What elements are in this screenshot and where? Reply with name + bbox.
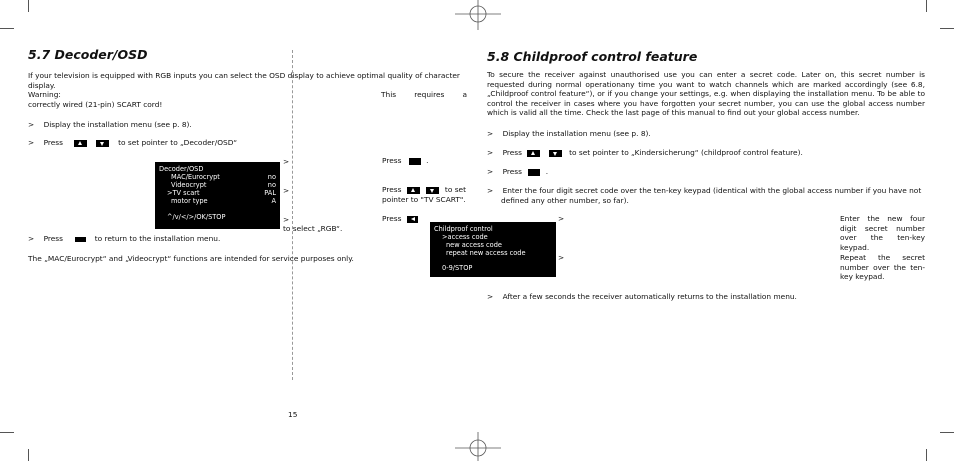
step-text: After a few seconds the receiver automatically returns to the installation menu. (502, 292, 797, 301)
crop-mark (28, 449, 29, 461)
cp-step-display-menu (487, 129, 651, 139)
step-text: Enter the four digit secret code over the ten-key keypad (identical with the global access number if you have not (502, 186, 922, 195)
side-press-arrows (382, 185, 466, 204)
service-note: The „MAC/Eurocrypt“ and „Videocrypt“ functions are intended for service purposes only. (28, 254, 354, 263)
side-bullet: > (558, 253, 565, 262)
select-rgb-text: to select „RGB“. (283, 224, 343, 233)
osd-decoder-menu (155, 162, 280, 229)
side-repeat-number (840, 253, 925, 282)
side-line: Repeat the secret (840, 253, 925, 262)
crop-mark (940, 28, 954, 29)
bullet: > (28, 138, 35, 147)
ok-key-icon (528, 169, 540, 176)
bullet: > (28, 234, 35, 243)
osd-row-label: MAC/Eurocrypt (171, 173, 220, 181)
side-press-ok (382, 156, 429, 166)
pointer-tv-scart-text: pointer to "TV SCART". (382, 194, 466, 204)
press-label: Press (382, 156, 402, 165)
osd-row-value: no (267, 181, 276, 189)
step-text: Display the installation menu (see p. 8). (502, 129, 651, 138)
intro-line-1: If your television is equipped with RGB inputs you can select the OSD display to achieve optimal quality of character (28, 71, 460, 80)
step-text: to set pointer to „Decoder/OSD“ (118, 138, 238, 147)
bullet: > (28, 120, 35, 129)
side-bullet: > (283, 186, 290, 195)
cp-step-set-pointer (487, 148, 803, 158)
osd-childproof-menu (430, 222, 556, 277)
bullet: > (487, 148, 494, 157)
crop-mark (926, 449, 927, 461)
osd-row-value: PAL (264, 189, 276, 197)
crop-mark (926, 0, 927, 12)
punctuation: . (426, 156, 429, 165)
side-line: key keypad. (840, 272, 885, 282)
childproof-intro (487, 70, 925, 118)
page-number: 15 (288, 410, 298, 419)
cp-step-auto-return (487, 292, 797, 302)
osd-row-value: no (267, 173, 276, 181)
press-label: Press (382, 185, 402, 194)
side-bullet: > (558, 214, 565, 223)
arrow-down-key-icon (96, 140, 109, 147)
bullet: > (487, 186, 494, 195)
column-divider (292, 50, 293, 380)
side-line: number over the ten- (840, 262, 925, 272)
intro-line: requested during normal operationany time you want to watch channels which are marked accordingly (see 6.8, (487, 79, 925, 89)
side-line: Enter the new four (840, 214, 925, 223)
side-press-left (382, 214, 421, 224)
cp-step-press-ok (487, 167, 548, 177)
arrow-up-key-icon (527, 150, 540, 157)
osd-row-value: A (271, 197, 276, 205)
press-label: Press (43, 234, 64, 243)
arrow-up-key-icon (407, 187, 420, 194)
cp-step-enter-code-line2: defined any other number, so far). (501, 196, 629, 205)
intro-line: control the receiver in cases where you have forgotten your secret number, you can use the global access number (487, 98, 925, 108)
ok-key-icon (409, 158, 421, 165)
side-bullet: > (283, 215, 290, 224)
bullet: > (487, 292, 494, 301)
step-display-menu (28, 120, 192, 130)
osd-footer: 0-9/STOP (442, 264, 473, 272)
bullet: > (487, 129, 494, 138)
side-bullet: > (283, 157, 290, 166)
crop-mark (0, 28, 14, 29)
menu-key-icon (75, 237, 86, 242)
osd-row-label: Videocrypt (171, 181, 207, 189)
warning-label: Warning: (28, 90, 61, 99)
cp-step-enter-code (487, 186, 921, 196)
osd-row: repeat new access code (446, 249, 526, 257)
side-line: digit secret number (840, 223, 925, 233)
section-heading-childproof: 5.8 Childproof control feature (487, 49, 698, 64)
step-return (28, 234, 220, 244)
step-text: Display the installation menu (see p. 8). (43, 120, 192, 129)
punctuation: . (545, 167, 549, 176)
step-text: to return to the installation menu. (94, 234, 221, 243)
arrow-up-key-icon (74, 140, 87, 147)
requires-word: requires (414, 90, 445, 99)
side-enter-new-number (840, 214, 925, 252)
osd-row-label: >TV scart (167, 189, 200, 197)
bullet: > (487, 167, 494, 176)
osd-row: >access code (442, 233, 488, 241)
arrow-down-key-icon (426, 187, 439, 194)
crop-mark (940, 432, 954, 433)
osd-row-label: motor type (171, 197, 208, 205)
step-text: to set pointer to „Kindersicherung“ (childproof control feature). (569, 148, 803, 157)
requires-word: This (381, 90, 397, 99)
requires-word: a (462, 90, 467, 99)
press-label: Press (382, 214, 402, 223)
intro-line: „Childproof control feature“), or if you change your settings, e.g. when displaying the installation menu. To be able to (487, 89, 925, 99)
side-line: keypad. (840, 242, 870, 252)
to-set-text: to set (444, 185, 466, 194)
section-heading-decoder-osd: 5.7 Decoder/OSD (28, 47, 148, 62)
osd-title: Childproof control (434, 225, 493, 233)
side-line: over the ten-key (840, 233, 925, 243)
press-label: Press (502, 148, 523, 157)
crop-mark (28, 0, 29, 12)
intro-line-2: display. (28, 81, 56, 90)
arrow-left-key-icon (407, 216, 418, 223)
requires-text (381, 90, 467, 100)
press-label: Press (43, 138, 64, 147)
intro-line: which is valid all the time. Check the last page of this manual to find out your global access number. (487, 108, 860, 118)
press-label: Press (502, 167, 523, 176)
intro-line: To secure the receiver against unauthorised use you can enter a secret code. Later on, this secret number is (487, 70, 925, 79)
crop-mark (0, 432, 14, 433)
osd-footer: ^/v/</>/OK/STOP (167, 213, 226, 221)
registration-mark-top (455, 0, 501, 30)
step-set-pointer (28, 138, 237, 148)
osd-row: new access code (446, 241, 502, 249)
osd-title: Decoder/OSD (159, 165, 204, 173)
wired-text: correctly wired (21-pin) SCART cord! (28, 100, 163, 109)
arrow-down-key-icon (549, 150, 562, 157)
registration-mark-bottom (455, 432, 501, 461)
